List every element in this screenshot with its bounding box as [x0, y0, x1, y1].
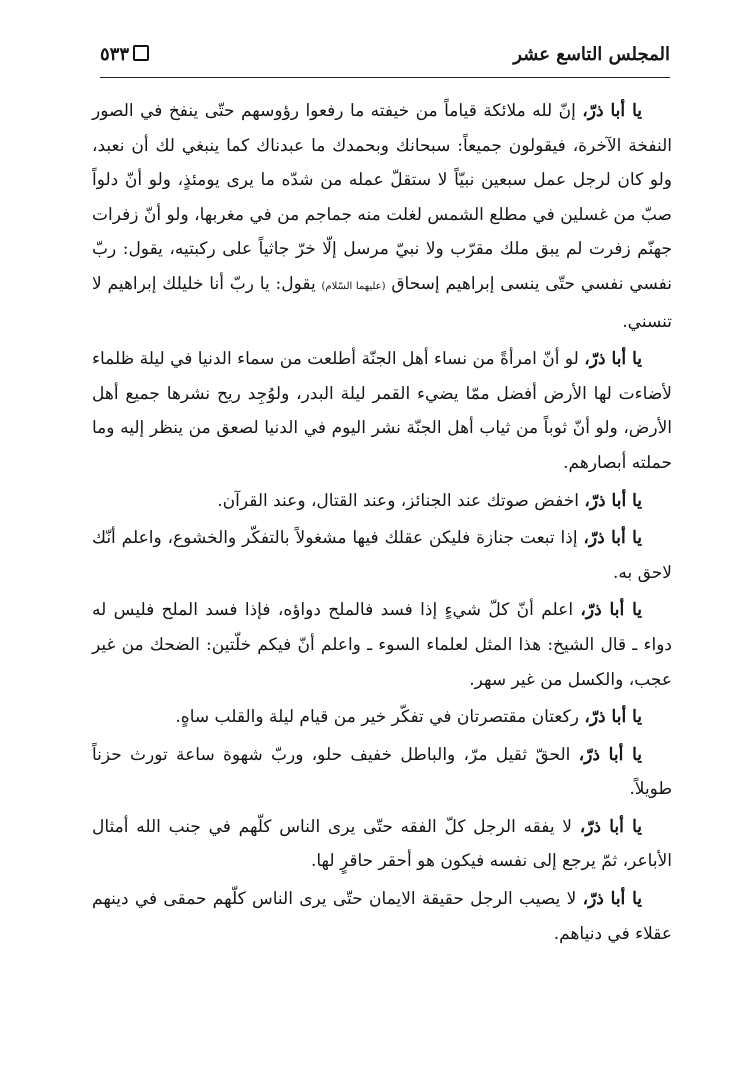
honorific-note: (عليهما السّلام) — [321, 280, 386, 292]
paragraph — [92, 521, 672, 590]
square-icon — [133, 45, 149, 61]
paragraph-lead: يا أبا ذرّ، — [584, 349, 643, 370]
paragraph-text: لا يفقه الرجل كلّ الفقه حتّى يرى الناس كلّهم في جنب الله أمثال الأباعر، ثمّ يرجع إلى نفسه فيكون هو أحقر حاقرٍ لها. — [92, 816, 672, 872]
paragraph-lead: يا أبا ذرّ، — [579, 816, 642, 837]
paragraph-lead: يا أبا ذرّ، — [582, 889, 642, 910]
paragraph-lead: يا أبا ذرّ، — [578, 744, 642, 765]
paragraph-text: ركعتان مقتصرتان في تفكّر خير من قيام ليلة والقلب ساهٍ. — [175, 707, 585, 728]
paragraph-lead: يا أبا ذرّ، — [584, 707, 642, 728]
paragraph-text: اعلم أنّ كلّ شيءٍ إذا فسد فالملح دواؤه، فإذا فسد الملح فليس له دواء ـ قال الشيخ: هذا المثل لعلماء السوء ـ واعلم أنّ فيكم خلّتين: الضحك من غير عجب، والكسل من غير سهر. — [92, 600, 672, 690]
paragraph — [92, 738, 672, 807]
paragraph-lead: يا أبا ذرّ، — [584, 490, 642, 511]
paragraph-text: لا يصيب الرجل حقيقة الايمان حتّى يرى الناس كلّهم حمقى في دينهم عقلاء في دنياهم. — [92, 889, 672, 944]
paragraph-text: الحقّ ثقيل مرّ، والباطل خفيف حلو، وربّ شهوة ساعة تورث حزناً طويلاً. — [92, 744, 672, 800]
paragraph-lead: يا أبا ذرّ، — [580, 600, 642, 621]
running-header — [100, 38, 670, 78]
paragraph-text: اخفض صوتك عند الجنائز، وعند القتال، وعند القرآن. — [217, 490, 585, 511]
paragraph — [92, 700, 672, 735]
main-text — [92, 94, 672, 954]
paragraph-lead: يا أبا ذرّ، — [582, 101, 642, 121]
paragraph-text-continued: يقول: يا ربّ أنا خليلك إبراهيم لا تنسني. — [92, 273, 672, 332]
page-number-group — [100, 44, 149, 65]
paragraph — [92, 810, 672, 879]
paragraph-lead: يا أبا ذرّ، — [583, 528, 642, 549]
chapter-title: المجلس التاسع عشر — [513, 44, 670, 65]
paragraph — [92, 342, 672, 480]
paragraph — [92, 593, 672, 697]
page-number: ٥٣٣ — [100, 44, 130, 65]
paragraph — [92, 484, 672, 519]
paragraph-text: إذا تبعت جنازة فليكن عقلك فيها مشغولاً بالتفكّر والخشوع، واعلم أنّك لاحق به. — [92, 528, 672, 583]
paragraph-text: إنّ لله ملائكة قياماً من خيفته ما رفعوا رؤوسهم حتّى ينفخ في الصور النفخة الآخرة، فيقولون جميعاً: سبحانك وبحمدك ما عبدناك كما ينبغي لك أن نعبد، ولو كان لرجل عمل سبعين نبيّاً لا ستقلّ عمله من شدّه ما يرى يومئذٍ، ولو أنّ دلواً صبّ من غسلين في مطلع الشمس لغلت منه جماجم من في مغربها، ولو أنّ زفرات جهنّم زفرت لم يبق ملك مقرّب ولا نبيّ مرسل إلّا خرّ جاثياً على ركبتيه، يقول: ربّ نفسي نفسي حتّى ينسى إبراهيم إسحاق — [92, 101, 672, 294]
paragraph-text: لو أنّ امرأةً من نساء أهل الجنّة أطلعت من سماء الدنيا في ليلة ظلماء لأضاءت لها الأرض أفضل ممّا يضيء القمر ليلة البدر، ولوُجِد ريح نشرها جميع أهل الأرض، ولو أنّ ثوباً من ثياب أهل الجنّة نشر اليوم في الدنيا لصعق من ينظر إليه وما حملته أبصارهم. — [92, 349, 672, 473]
header-divider — [100, 77, 670, 78]
paragraph — [92, 94, 672, 339]
paragraph — [92, 882, 672, 951]
